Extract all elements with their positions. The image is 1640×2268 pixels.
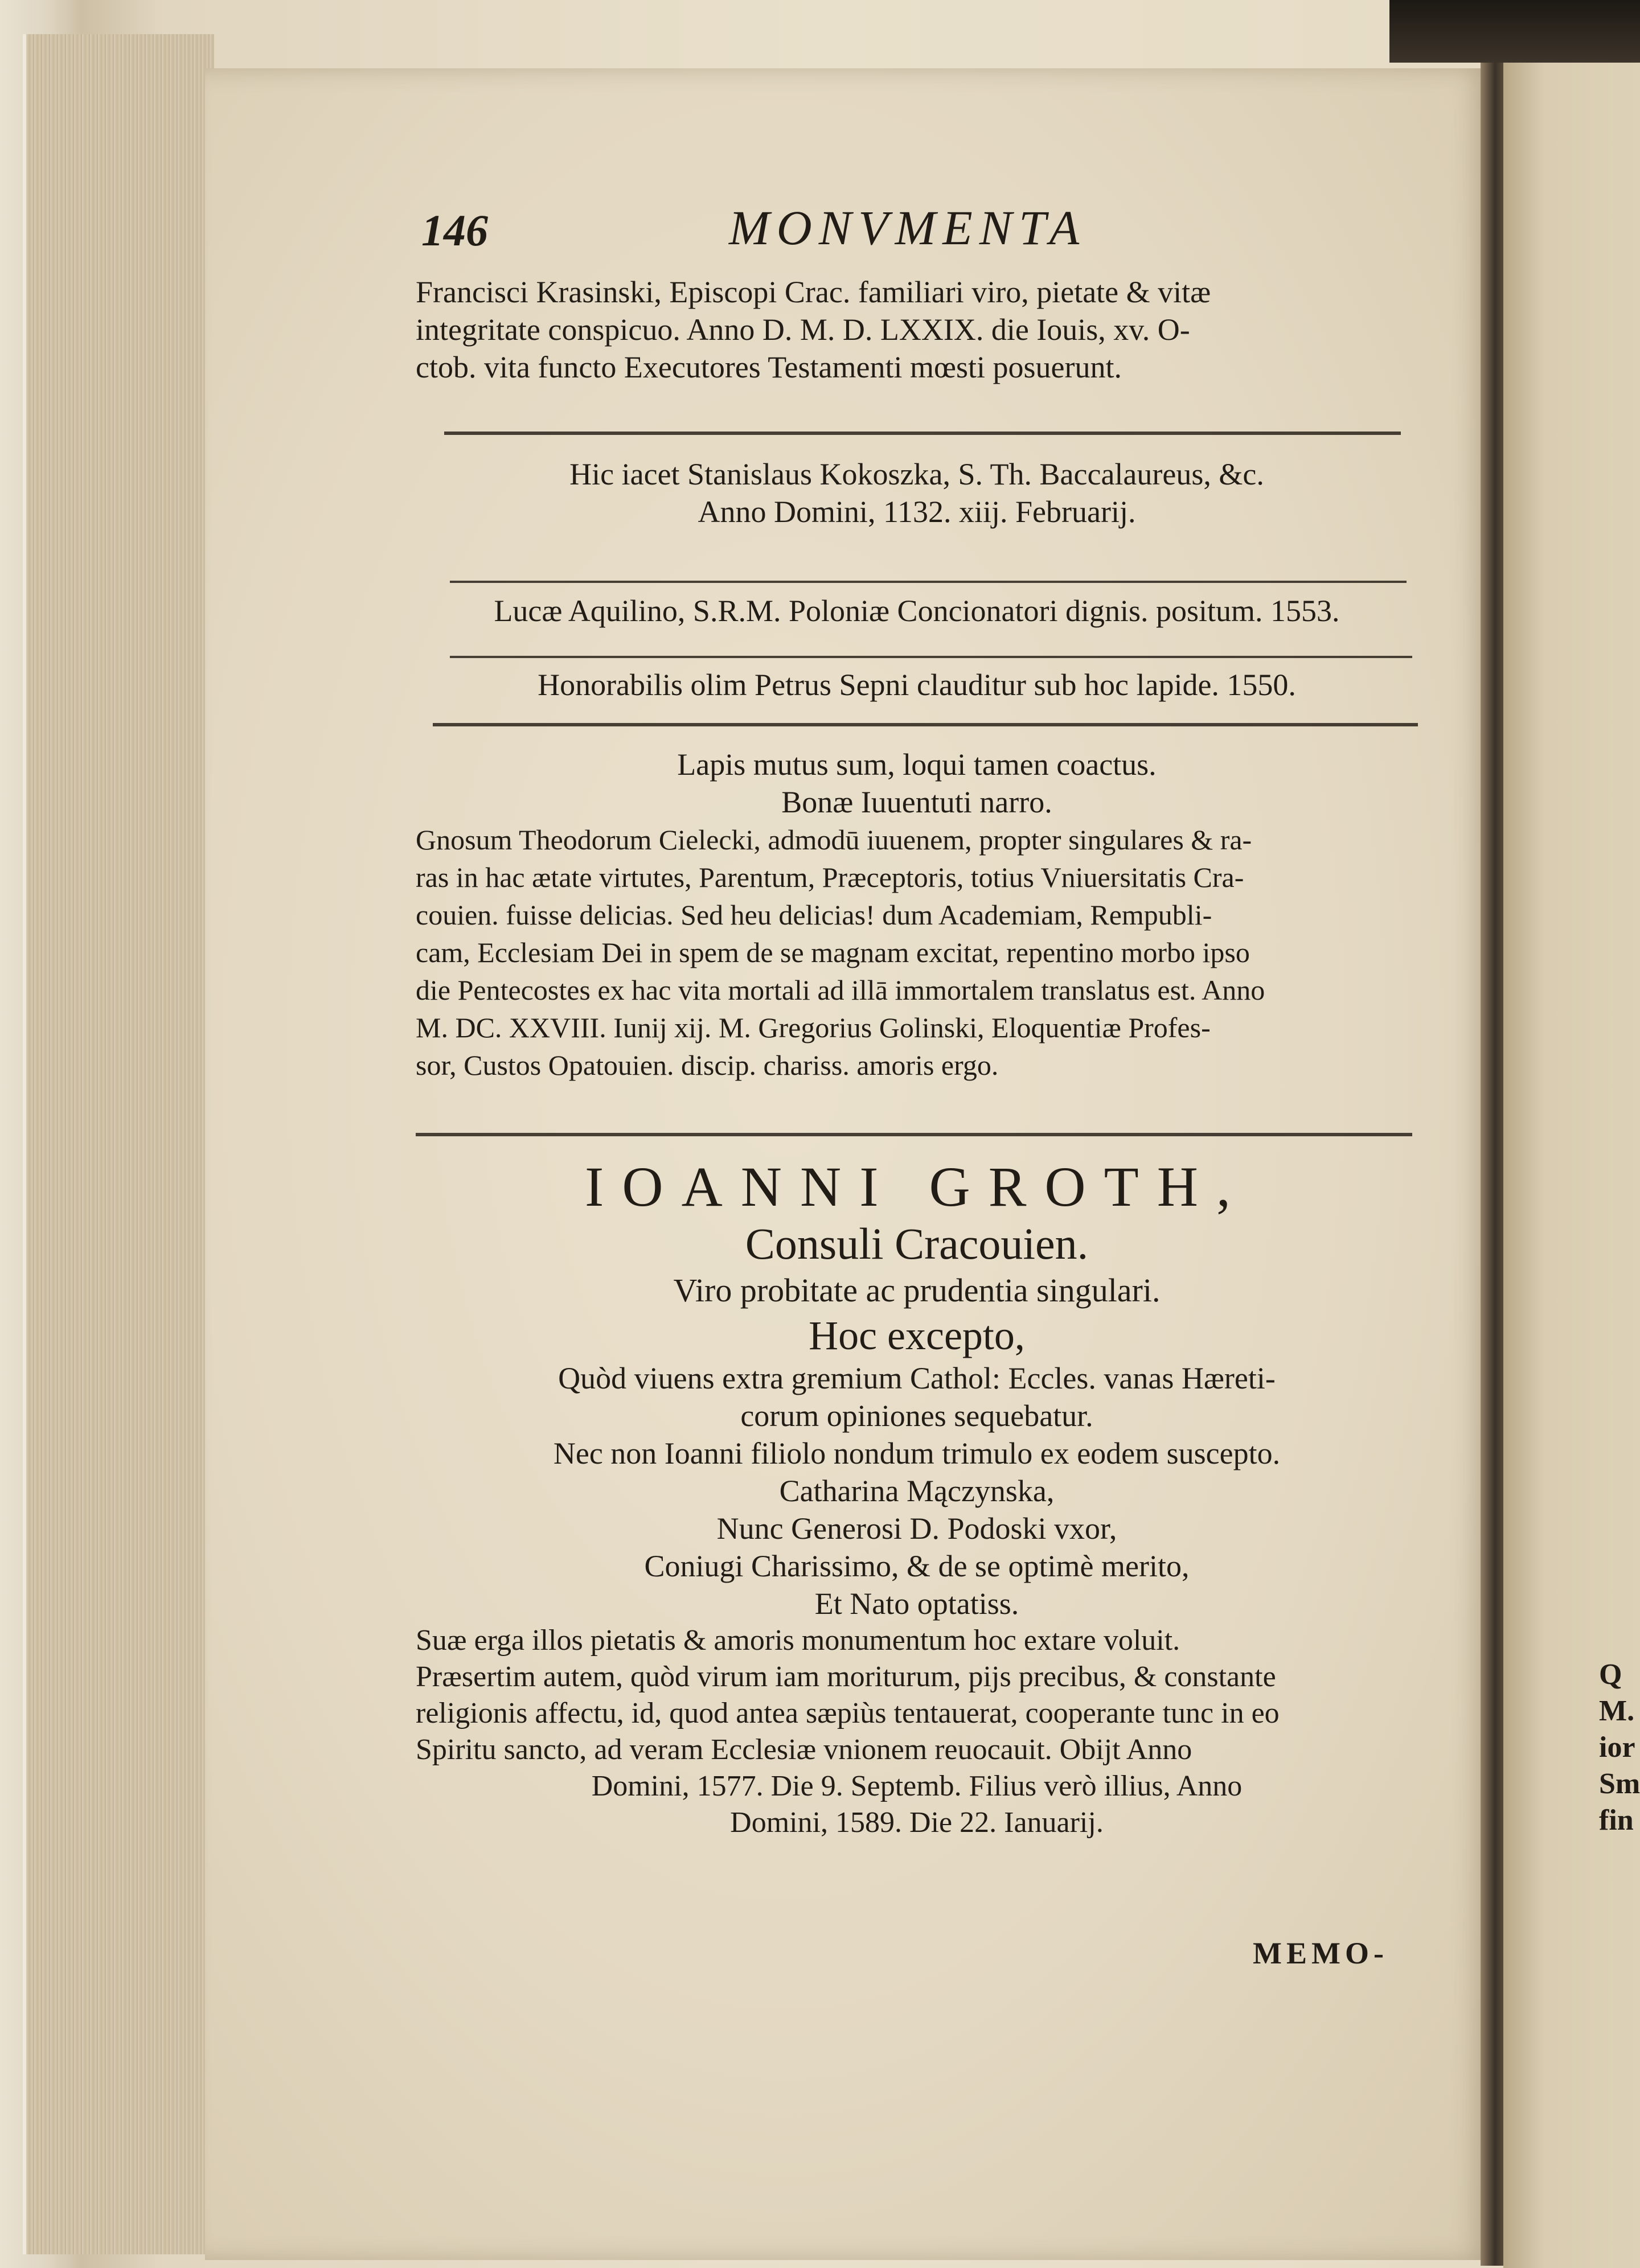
inscription-aquilino <box>416 592 1418 630</box>
text-line: Præsertim autem, quòd virum iam moriturum, pijs precibus, & constante <box>416 1661 1276 1693</box>
facing-page-fragment: M. <box>1599 1695 1635 1727</box>
dedicatee-title: Consuli Cracouien. <box>745 1219 1089 1268</box>
dedicatee-name: IOANNI GROTH, <box>585 1155 1249 1218</box>
text-line: Domini, 1589. Die 22. Ianuarij. <box>730 1806 1104 1839</box>
facing-page <box>1503 51 1640 2268</box>
divider-rule <box>450 581 1407 583</box>
divider-rule <box>444 432 1401 435</box>
facing-page-fragment: Sm <box>1599 1768 1640 1800</box>
text-line: sor, Custos Opatouien. discip. chariss. amoris ergo. <box>416 1049 999 1081</box>
catchword: MEMO- <box>1253 1936 1388 1970</box>
text-line: ras in hac ætate virtutes, Parentum, Præceptoris, totius Vniuersitatis Cra- <box>416 861 1244 893</box>
text-line: die Pentecostes ex hac vita mortali ad illā immortalem translatus est. Anno <box>416 974 1265 1006</box>
facing-page-fragment: ior <box>1599 1731 1635 1764</box>
inscription-kokoszka <box>416 455 1418 531</box>
text-line: corum opiniones sequebatur. <box>740 1399 1093 1433</box>
text-line: Lucæ Aquilino, S.R.M. Poloniæ Concionatori dignis. positum. 1553. <box>494 594 1340 628</box>
page-number: 146 <box>421 206 488 255</box>
text-line: Et Nato optatiss. <box>814 1587 1019 1621</box>
text-line: Hic iacet Stanislaus Kokoszka, S. Th. Baccalaureus, &c. <box>569 457 1264 491</box>
facing-page-fragment: Q <box>1599 1658 1622 1691</box>
text-line: Spiritu sancto, ad veram Ecclesiæ vnionem reuocauit. Obijt Anno <box>416 1733 1192 1766</box>
exception-heading: Hoc excepto, <box>809 1313 1025 1358</box>
heading-line: Bonæ Iuuentuti narro. <box>781 785 1052 819</box>
divider-rule <box>416 1133 1412 1136</box>
text-line: cam, Ecclesiam Dei in spem de se magnam excitat, repentino morbo ipso <box>416 936 1250 968</box>
text-line: Quòd viuens extra gremium Cathol: Eccles. vanas Hæreti- <box>558 1361 1276 1395</box>
divider-rule <box>433 723 1418 726</box>
heading-line: Lapis mutus sum, loqui tamen coactus. <box>677 747 1157 782</box>
text-line: M. DC. XXVIII. Iunij xij. M. Gregorius Golinski, Eloquentiæ Profes- <box>416 1012 1211 1043</box>
text-line: Francisci Krasinski, Episcopi Crac. familiari viro, pietate & vitæ <box>416 275 1211 309</box>
text-line: Coniugi Charissimo, & de se optimè merito, <box>644 1549 1190 1583</box>
text-line: Honorabilis olim Petrus Sepni clauditur sub hoc lapide. 1550. <box>538 668 1296 702</box>
text-line: integritate conspicuo. Anno D. M. D. LXXIX. die Iouis, xv. O- <box>416 313 1190 347</box>
running-title: MONVMENTA <box>729 200 1086 255</box>
text-line: Catharina Mączynska, <box>779 1474 1055 1508</box>
binding-shadow <box>1389 0 1640 63</box>
text-line: ctob. vita functo Executores Testamenti mœsti posuerunt. <box>416 350 1122 384</box>
text-line: Gnosum Theodorum Cielecki, admodū iuuenem, propter singulares & ra- <box>416 824 1252 856</box>
book-page-edges <box>23 34 214 2254</box>
facing-page-fragment: fin <box>1599 1804 1634 1836</box>
text-line: Suæ erga illos pietatis & amoris monumentum hoc extare voluit. <box>416 1624 1180 1657</box>
divider-rule <box>450 656 1412 658</box>
inscription-cielecki <box>416 746 1418 1084</box>
text-line: Nec non Ioanni filiolo nondum trimulo ex eodem suscepto. <box>553 1436 1281 1470</box>
text-line: couien. fuisse delicias. Sed heu delicias! dum Academiam, Rempubli- <box>416 899 1212 931</box>
text-line: Domini, 1577. Die 9. Septemb. Filius verò illius, Anno <box>591 1770 1243 1802</box>
text-line: Nunc Generosi D. Podoski vxor, <box>716 1511 1117 1546</box>
text-line: Viro probitate ac prudentia singulari. <box>673 1272 1161 1309</box>
inscription-groth <box>416 1156 1418 1841</box>
inscription-sepni <box>416 666 1418 704</box>
text-line: religionis affectu, id, quod antea sæpiùs tentauerat, cooperante tunc in eo <box>416 1697 1280 1729</box>
text-line: Anno Domini, 1132. xiij. Februarij. <box>698 495 1136 529</box>
inscription-krasinski <box>416 273 1418 386</box>
